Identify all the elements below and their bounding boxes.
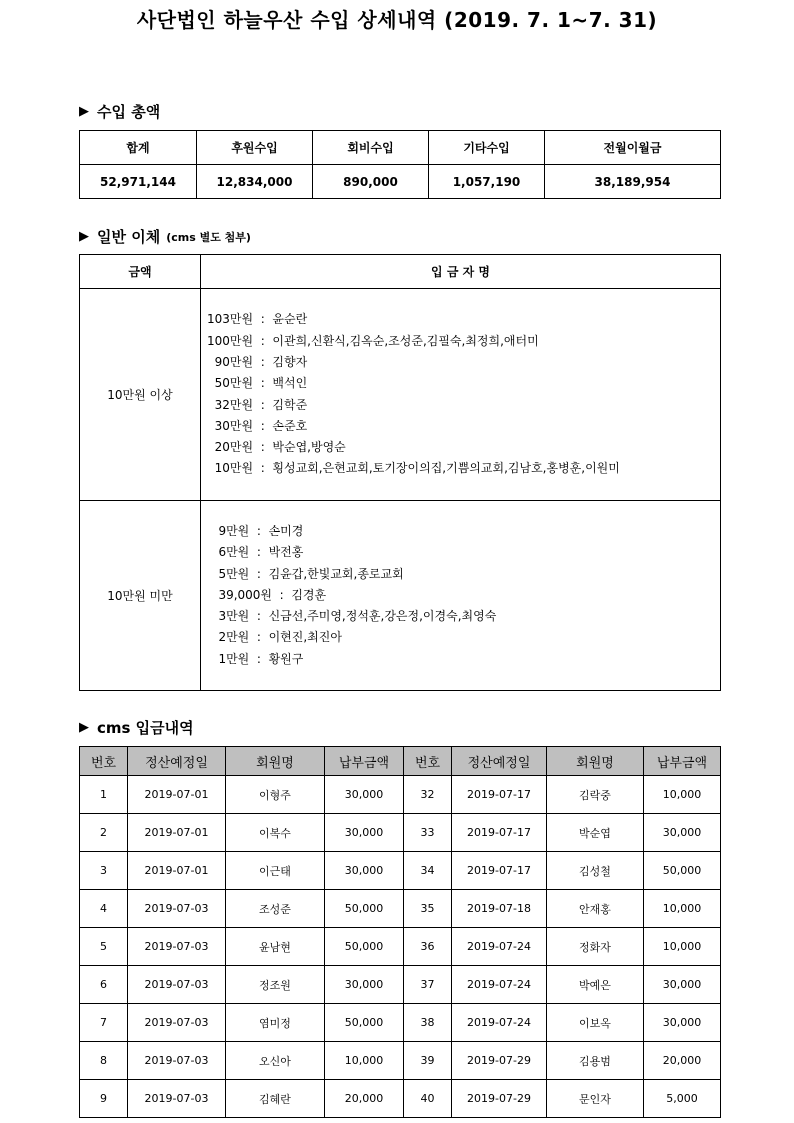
donor-line: 103만원 : 윤순란	[207, 312, 308, 327]
amount-category: 10만원 이상	[80, 289, 201, 501]
table-header-row	[80, 131, 721, 165]
table-cell: 2	[80, 814, 128, 852]
table-cell: 3	[80, 852, 128, 890]
table-cell: 20,000	[325, 1080, 404, 1118]
donor-line: 10만원 : 횡성교회,은현교회,토기장이의집,기쁨의교회,김남호,홍병훈,이원미	[207, 461, 620, 476]
value-cell: 890,000	[313, 165, 429, 199]
table-cell: 2019-07-24	[452, 966, 547, 1004]
donor-line: 39,000원 : 김경훈	[207, 587, 327, 602]
header-cell: 회원명	[226, 747, 325, 776]
table-cell: 문인자	[547, 1080, 644, 1118]
amount-category: 10만원 미만	[80, 501, 201, 691]
triangle-bullet-icon: ▶	[79, 229, 89, 244]
table-cell: 2019-07-01	[128, 814, 226, 852]
header-cell: 합계	[80, 131, 197, 165]
header-cell: 입 금 자 명	[201, 255, 721, 289]
value-cell: 38,189,954	[545, 165, 721, 199]
table-cell: 38	[404, 1004, 452, 1042]
section-heading-total	[79, 101, 160, 122]
section-heading-transfer	[79, 226, 251, 247]
table-cell: 30,000	[644, 966, 721, 1004]
table-row	[80, 890, 721, 928]
donor-line: 32만원 : 김학준	[207, 397, 308, 412]
table-cell: 2019-07-17	[452, 814, 547, 852]
table-cell: 50,000	[325, 890, 404, 928]
table-cell: 30,000	[325, 814, 404, 852]
table-cell: 조성준	[226, 890, 325, 928]
value-cell: 12,834,000	[197, 165, 313, 199]
table-cell: 10,000	[325, 1042, 404, 1080]
table-cell: 김혜란	[226, 1080, 325, 1118]
table-cell: 6	[80, 966, 128, 1004]
donor-line: 5만원 : 김윤갑,한빛교회,종로교회	[207, 566, 404, 581]
table-cell: 5	[80, 928, 128, 966]
table-cell: 37	[404, 966, 452, 1004]
table-cell: 8	[80, 1042, 128, 1080]
header-cell: 번호	[80, 747, 128, 776]
table-row	[80, 814, 721, 852]
table-cell: 2019-07-24	[452, 928, 547, 966]
table-cell: 7	[80, 1004, 128, 1042]
header-cell: 회비수입	[313, 131, 429, 165]
table-cell: 윤남현	[226, 928, 325, 966]
table-cell: 32	[404, 776, 452, 814]
table-cell: 2019-07-29	[452, 1080, 547, 1118]
table-cell: 이복수	[226, 814, 325, 852]
triangle-bullet-icon: ▶	[79, 720, 89, 735]
table-row	[80, 852, 721, 890]
donor-line: 9만원 : 손미경	[207, 523, 304, 538]
table-cell: 김용범	[547, 1042, 644, 1080]
table-cell: 40	[404, 1080, 452, 1118]
section-heading-cms	[79, 717, 194, 738]
table-cell: 염미정	[226, 1004, 325, 1042]
table-cell: 김락중	[547, 776, 644, 814]
table-cell: 30,000	[325, 966, 404, 1004]
table-cell: 2019-07-03	[128, 1042, 226, 1080]
table-row	[80, 501, 721, 691]
page-title: 사단법인 하늘우산 수입 상세내역 (2019. 7. 1~7. 31)	[136, 8, 658, 32]
table-cell: 2019-07-03	[128, 1004, 226, 1042]
table-row	[80, 928, 721, 966]
table-header-row	[80, 255, 721, 289]
income-summary-table	[79, 130, 721, 199]
table-cell: 30,000	[644, 1004, 721, 1042]
table-cell: 2019-07-03	[128, 928, 226, 966]
table-cell: 오신아	[226, 1042, 325, 1080]
table-cell: 2019-07-17	[452, 852, 547, 890]
donor-line: 3만원 : 신금선,주미영,정석훈,강은정,이경숙,최영숙	[207, 609, 497, 624]
section-label: 수입 총액	[97, 103, 161, 121]
value-cell: 52,971,144	[80, 165, 197, 199]
header-cell: 전월이월금	[545, 131, 721, 165]
donor-line: 6만원 : 박전홍	[207, 545, 304, 560]
table-cell: 10,000	[644, 890, 721, 928]
table-cell: 33	[404, 814, 452, 852]
section-label: 일반 이체	[97, 228, 161, 246]
donor-line: 2만원 : 이현진,최진아	[207, 630, 342, 645]
header-cell: 후원수입	[197, 131, 313, 165]
table-cell: 10,000	[644, 776, 721, 814]
table-cell: 30,000	[325, 852, 404, 890]
header-cell: 납부금액	[644, 747, 721, 776]
table-cell: 35	[404, 890, 452, 928]
table-cell: 39	[404, 1042, 452, 1080]
donor-line: 100만원 : 이관희,신환식,김옥순,조성준,김필숙,최정희,애터미	[207, 333, 539, 348]
table-cell: 정화자	[547, 928, 644, 966]
donor-list	[201, 289, 721, 501]
table-cell: 50,000	[325, 928, 404, 966]
table-row	[80, 289, 721, 501]
table-row	[80, 1004, 721, 1042]
table-header-row	[80, 747, 721, 776]
table-cell: 34	[404, 852, 452, 890]
table-row	[80, 776, 721, 814]
table-cell: 정조원	[226, 966, 325, 1004]
header-cell: 정산예정일	[452, 747, 547, 776]
table-cell: 안재홍	[547, 890, 644, 928]
table-cell: 2019-07-03	[128, 966, 226, 1004]
table-cell: 2019-07-01	[128, 776, 226, 814]
general-transfer-table	[79, 254, 721, 691]
table-cell: 36	[404, 928, 452, 966]
table-row	[80, 1080, 721, 1118]
table-cell: 9	[80, 1080, 128, 1118]
table-cell: 2019-07-03	[128, 890, 226, 928]
donor-list	[201, 501, 721, 691]
table-cell: 2019-07-18	[452, 890, 547, 928]
table-cell: 50,000	[644, 852, 721, 890]
table-cell: 2019-07-29	[452, 1042, 547, 1080]
table-cell: 김성철	[547, 852, 644, 890]
header-cell: 번호	[404, 747, 452, 776]
table-cell: 20,000	[644, 1042, 721, 1080]
header-cell: 정산예정일	[128, 747, 226, 776]
table-cell: 1	[80, 776, 128, 814]
table-cell: 이형주	[226, 776, 325, 814]
table-cell: 10,000	[644, 928, 721, 966]
table-cell: 이근태	[226, 852, 325, 890]
table-row	[80, 165, 721, 199]
donor-line: 1만원 : 황원구	[207, 651, 304, 666]
header-cell: 납부금액	[325, 747, 404, 776]
table-cell: 박예은	[547, 966, 644, 1004]
value-cell: 1,057,190	[429, 165, 545, 199]
table-row	[80, 966, 721, 1004]
table-cell: 박순엽	[547, 814, 644, 852]
table-cell: 이보옥	[547, 1004, 644, 1042]
cms-deposit-table	[79, 746, 721, 1118]
table-row	[80, 1042, 721, 1080]
donor-line: 30만원 : 손준호	[207, 418, 308, 433]
table-cell: 2019-07-24	[452, 1004, 547, 1042]
header-cell: 회원명	[547, 747, 644, 776]
section-note: (cms 별도 첨부)	[166, 230, 251, 244]
header-cell: 금액	[80, 255, 201, 289]
table-cell: 2019-07-17	[452, 776, 547, 814]
table-cell: 2019-07-03	[128, 1080, 226, 1118]
table-cell: 50,000	[325, 1004, 404, 1042]
donor-line: 90만원 : 김향자	[207, 354, 308, 369]
section-label: cms 입금내역	[97, 719, 194, 737]
table-cell: 2019-07-01	[128, 852, 226, 890]
triangle-bullet-icon: ▶	[79, 104, 89, 119]
donor-line: 20만원 : 박순엽,방영순	[207, 440, 346, 455]
table-cell: 4	[80, 890, 128, 928]
table-cell: 30,000	[644, 814, 721, 852]
table-cell: 30,000	[325, 776, 404, 814]
header-cell: 기타수입	[429, 131, 545, 165]
donor-line: 50만원 : 백석인	[207, 376, 308, 391]
table-cell: 5,000	[644, 1080, 721, 1118]
